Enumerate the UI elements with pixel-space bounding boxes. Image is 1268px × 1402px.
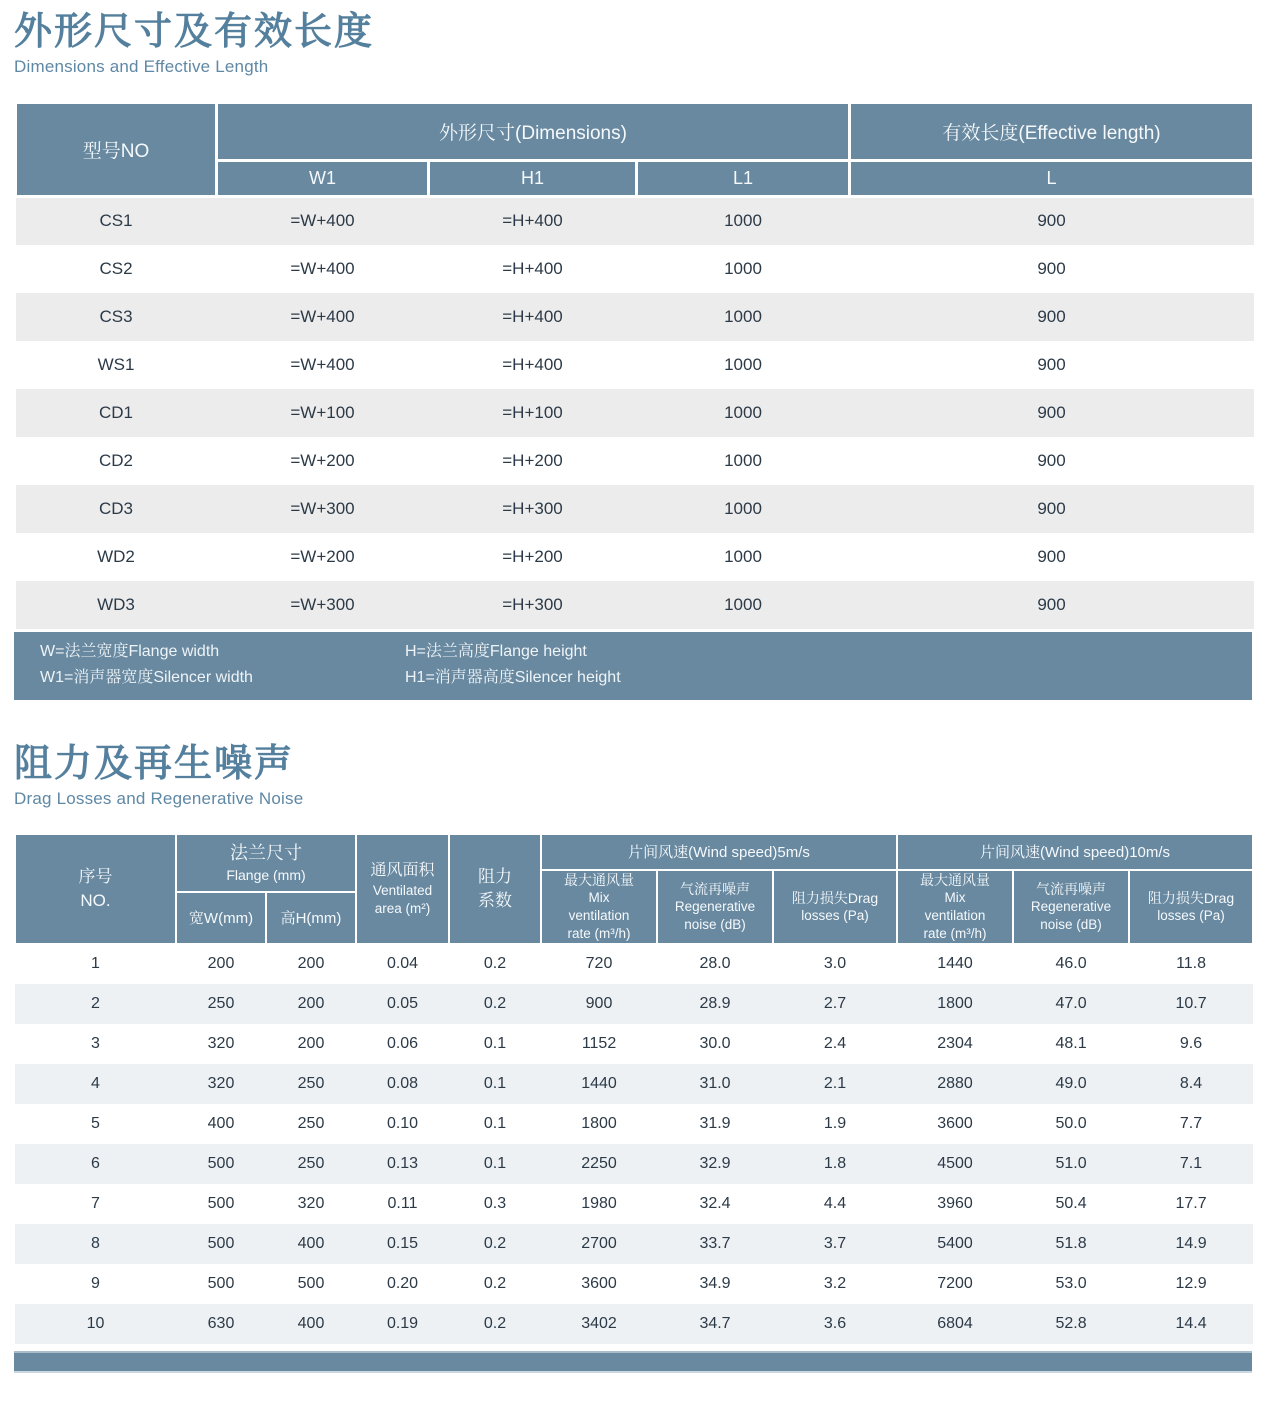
mix5-label-cn: 最大通风量 — [564, 871, 635, 888]
area-cell: 0.11 — [387, 1194, 418, 1212]
width-cell: 500 — [207, 1274, 235, 1292]
h1-cell: =H+400 — [502, 258, 563, 278]
table-row — [16, 245, 1254, 293]
table-row — [15, 944, 1253, 984]
table-row — [16, 341, 1254, 389]
height-cell: 200 — [297, 994, 325, 1012]
mix-rate-10ms-cell: 4500 — [937, 1154, 973, 1172]
height-cell: 250 — [297, 1114, 325, 1132]
width-cell: 500 — [207, 1234, 235, 1252]
regen-noise-10ms-cell: 48.1 — [1055, 1034, 1087, 1052]
table-row — [15, 1144, 1253, 1184]
table-row — [15, 1104, 1253, 1144]
width-cell: 500 — [207, 1154, 235, 1172]
mix-rate-5ms-cell: 1152 — [581, 1034, 617, 1052]
drag-losses-10ms-cell: 14.9 — [1175, 1234, 1207, 1252]
w1-cell: =W+400 — [290, 211, 355, 231]
flange-label-cn: 法兰尺寸 — [230, 842, 302, 863]
coefficient-cell: 0.2 — [483, 1314, 507, 1332]
w1-cell: =W+200 — [290, 450, 355, 470]
mix-rate-10ms-cell: 1800 — [937, 994, 973, 1012]
mix-rate-10ms-cell: 3960 — [937, 1194, 973, 1212]
noise10-label-cn: 气流再噪声 — [1036, 880, 1107, 897]
drag5-label-cn: 阻力损失Drag — [791, 889, 879, 906]
coefficient-cell: 0.2 — [483, 1274, 507, 1292]
drag-losses-5ms-cell: 2.4 — [823, 1034, 847, 1052]
regen-noise-10ms-cell: 47.0 — [1055, 994, 1087, 1012]
h1-cell: =H+400 — [502, 306, 563, 326]
mix-rate-5ms-cell: 1980 — [581, 1194, 617, 1212]
legend-bar — [14, 632, 1252, 700]
width-cell: 630 — [207, 1314, 235, 1332]
regen-noise-5ms-cell: 33.7 — [699, 1234, 731, 1252]
width-cell: 320 — [207, 1034, 235, 1052]
legend-flange-height: H=法兰高度Flange height — [405, 642, 587, 660]
regen-noise-5ms-cell: 34.7 — [699, 1314, 731, 1332]
model-cell: CS2 — [99, 258, 133, 278]
col-header-drag-coefficient — [449, 834, 541, 944]
mix-rate-5ms-cell: 1440 — [581, 1074, 617, 1092]
l1-cell: 1000 — [724, 211, 762, 231]
w1-cell: =W+400 — [290, 354, 355, 374]
h1-cell: =H+200 — [502, 450, 563, 470]
legend-line-2 — [40, 665, 1252, 691]
drag-coeff-label-line2: 系数 — [478, 890, 513, 910]
no-cell: 6 — [91, 1154, 100, 1172]
table-row — [16, 293, 1254, 341]
area-cell: 0.20 — [386, 1274, 419, 1292]
legend-silencer-width: W1=消声器宽度Silencer width — [40, 668, 253, 686]
drag-losses-5ms-cell: 2.7 — [823, 994, 847, 1012]
h1-cell: =H+400 — [502, 211, 563, 231]
width-cell: 250 — [207, 994, 235, 1012]
l-cell: 900 — [1037, 211, 1066, 231]
regen-noise-10ms-cell: 50.4 — [1055, 1194, 1087, 1212]
mix-rate-10ms-cell: 2880 — [937, 1074, 973, 1092]
mix-rate-5ms-cell: 720 — [585, 955, 613, 972]
drag-losses-10ms-cell: 11.8 — [1176, 955, 1207, 972]
col-header-vent-area — [356, 834, 449, 944]
col-header-regen-noise-5ms — [657, 870, 773, 944]
mix-rate-10ms-cell: 1440 — [937, 955, 973, 972]
model-cell: CD1 — [98, 402, 133, 422]
col-header-flange-height: 高H(mm) — [266, 892, 356, 944]
noise5-label-en1: Regenerative — [674, 898, 756, 914]
height-cell: 200 — [297, 955, 325, 972]
no-cell: 7 — [91, 1194, 100, 1212]
drag10-label-cn: 阻力损失Drag — [1147, 889, 1235, 906]
height-cell: 200 — [297, 1034, 325, 1052]
l-cell: 900 — [1037, 258, 1066, 278]
regen-noise-5ms-cell: 30.0 — [699, 1034, 731, 1052]
model-cell: CD3 — [98, 498, 133, 518]
table-row — [15, 1264, 1253, 1304]
model-cell: CS3 — [99, 306, 133, 326]
h1-cell: =H+100 — [502, 402, 563, 422]
coefficient-cell: 0.2 — [483, 1234, 507, 1252]
w1-cell: =W+100 — [290, 402, 355, 422]
drag-losses-10ms-cell: 10.7 — [1175, 994, 1207, 1012]
mix-rate-5ms-cell: 3402 — [581, 1314, 617, 1332]
col-header-no — [15, 834, 176, 944]
col-header-h1: H1 — [429, 161, 637, 197]
regen-noise-10ms-cell: 46.0 — [1055, 955, 1087, 972]
no-cell: 2 — [91, 994, 100, 1012]
vent-area-label-en2: area (m²) — [374, 900, 431, 916]
col-group-wind-speed-10ms: 片间风速(Wind speed)10m/s — [897, 834, 1253, 870]
dimensions-table — [14, 101, 1255, 629]
w1-cell: =W+300 — [290, 498, 355, 518]
table-row — [15, 1024, 1253, 1064]
mix10-label-en1: Mix — [944, 889, 966, 905]
table-row — [16, 485, 1254, 533]
regen-noise-5ms-cell: 32.9 — [699, 1154, 731, 1172]
l1-cell: 1000 — [724, 306, 762, 326]
no-cell: 8 — [91, 1234, 100, 1252]
drag-losses-10ms-cell: 8.4 — [1179, 1074, 1203, 1092]
height-cell: 250 — [297, 1154, 325, 1172]
area-cell: 0.15 — [386, 1234, 419, 1252]
section-drag-noise — [14, 740, 1252, 1373]
regen-noise-5ms-cell: 31.0 — [699, 1074, 731, 1092]
vent-area-label-en1: Ventilated — [372, 882, 433, 898]
l-cell: 900 — [1037, 354, 1066, 374]
mix-rate-5ms-cell: 1800 — [581, 1114, 617, 1132]
l1-cell: 1000 — [724, 450, 762, 470]
l-cell: 900 — [1037, 546, 1066, 566]
area-cell: 0.13 — [386, 1154, 419, 1172]
mix5-label-en2: ventilation — [568, 907, 630, 923]
area-cell: 0.10 — [386, 1114, 419, 1132]
section1-subtitle: Dimensions and Effective Length — [14, 57, 269, 76]
coefficient-cell: 0.3 — [483, 1194, 507, 1212]
legend-flange-width: W=法兰宽度Flange width — [40, 642, 220, 660]
l-cell: 900 — [1037, 450, 1066, 470]
col-header-mix-rate-5ms — [541, 870, 657, 944]
table-row — [16, 581, 1254, 629]
regen-noise-5ms-cell: 28.0 — [699, 955, 731, 972]
area-cell: 0.05 — [386, 994, 419, 1012]
drag-losses-5ms-cell: 4.4 — [823, 1194, 847, 1212]
table-row — [15, 1064, 1253, 1104]
drag10-label-en: losses (Pa) — [1157, 907, 1225, 923]
l-cell: 900 — [1037, 402, 1066, 422]
width-cell: 500 — [207, 1194, 235, 1212]
l1-cell: 1000 — [724, 594, 762, 614]
noise10-label-en1: Regenerative — [1030, 898, 1112, 914]
l1-cell: 1000 — [724, 402, 762, 422]
model-cell: CD2 — [98, 450, 133, 470]
vent-area-label-cn: 通风面积 — [370, 861, 435, 879]
area-cell: 0.06 — [386, 1034, 419, 1052]
mix5-label-en1: Mix — [588, 889, 610, 905]
col-header-l: L — [850, 161, 1254, 197]
no-label-cn: 序号 — [78, 866, 113, 886]
drag-losses-5ms-cell: 1.9 — [823, 1114, 847, 1132]
model-cell: CS1 — [99, 211, 133, 231]
l-cell: 900 — [1037, 498, 1066, 518]
table-row — [16, 533, 1254, 581]
dimensions-table-body — [16, 197, 1254, 629]
h1-cell: =H+400 — [502, 354, 563, 374]
regen-noise-5ms-cell: 28.9 — [699, 994, 731, 1012]
width-cell: 200 — [207, 955, 235, 972]
l1-cell: 1000 — [724, 546, 762, 566]
col-header-drag-losses-10ms — [1129, 870, 1253, 944]
col-group-flange — [176, 834, 356, 892]
height-cell: 400 — [297, 1314, 325, 1332]
width-cell: 400 — [207, 1114, 235, 1132]
w1-cell: =W+300 — [290, 594, 355, 614]
table-row — [16, 437, 1254, 485]
h1-cell: =H+200 — [502, 546, 563, 566]
height-cell: 400 — [297, 1234, 325, 1252]
section1-title: 外形尺寸及有效长度 — [14, 11, 375, 53]
no-cell: 4 — [91, 1074, 100, 1092]
section2-title: 阻力及再生噪声 — [14, 742, 295, 785]
coefficient-cell: 0.1 — [483, 1154, 507, 1172]
no-label-en: NO. — [80, 890, 111, 910]
regen-noise-10ms-cell: 49.0 — [1055, 1074, 1087, 1092]
l-cell: 900 — [1037, 594, 1066, 614]
h1-cell: =H+300 — [502, 594, 563, 614]
drag-losses-10ms-cell: 7.7 — [1179, 1114, 1203, 1132]
drag-losses-10ms-cell: 14.4 — [1175, 1314, 1207, 1332]
drag-losses-10ms-cell: 12.9 — [1175, 1274, 1207, 1292]
drag-noise-table — [14, 833, 1254, 1344]
drag-losses-5ms-cell: 2.1 — [823, 1074, 847, 1092]
mix10-label-en2: ventilation — [924, 907, 986, 923]
mix-rate-5ms-cell: 3600 — [581, 1274, 617, 1292]
drag-losses-5ms-cell: 1.8 — [823, 1154, 847, 1172]
w1-cell: =W+400 — [290, 258, 355, 278]
no-cell: 10 — [86, 1314, 105, 1332]
coefficient-cell: 0.1 — [483, 1114, 507, 1132]
col-header-flange-width: 宽W(mm) — [176, 892, 266, 944]
height-cell: 250 — [297, 1074, 325, 1092]
drag-losses-10ms-cell: 7.1 — [1179, 1154, 1203, 1172]
legend-silencer-height: H1=消声器高度Silencer height — [405, 668, 621, 686]
col-header-model: 型号NO — [16, 103, 217, 197]
bottom-bar — [14, 1351, 1252, 1373]
table-row — [15, 1184, 1253, 1224]
col-header-regen-noise-10ms — [1013, 870, 1129, 944]
col-header-drag-losses-5ms — [773, 870, 897, 944]
height-cell: 320 — [297, 1194, 325, 1212]
regen-noise-10ms-cell: 51.0 — [1055, 1154, 1087, 1172]
drag-losses-10ms-cell: 17.7 — [1175, 1194, 1207, 1212]
mix-rate-5ms-cell: 900 — [585, 994, 613, 1012]
area-cell: 0.04 — [386, 955, 419, 972]
drag-coeff-label-line1: 阻力 — [478, 866, 513, 886]
l1-cell: 1000 — [724, 258, 762, 278]
noise5-label-en2: noise (dB) — [684, 916, 746, 932]
no-cell: 1 — [91, 955, 100, 972]
mix10-label-cn: 最大通风量 — [920, 871, 991, 888]
model-cell: WD3 — [97, 594, 135, 614]
model-cell: WD2 — [97, 546, 135, 566]
area-cell: 0.19 — [386, 1314, 419, 1332]
noise5-label-cn: 气流再噪声 — [680, 880, 751, 897]
mix-rate-10ms-cell: 5400 — [937, 1234, 973, 1252]
regen-noise-10ms-cell: 52.8 — [1055, 1314, 1087, 1332]
drag-losses-5ms-cell: 3.2 — [823, 1274, 847, 1292]
table-row — [16, 197, 1254, 245]
col-group-wind-speed-5ms: 片间风速(Wind speed)5m/s — [541, 834, 897, 870]
section2-subtitle: Drag Losses and Regenerative Noise — [14, 788, 304, 808]
col-header-w1: W1 — [217, 161, 429, 197]
mix-rate-5ms-cell: 2700 — [581, 1234, 617, 1252]
width-cell: 320 — [207, 1074, 235, 1092]
table-row — [15, 984, 1253, 1024]
legend-line-1 — [40, 639, 1252, 665]
coefficient-cell: 0.1 — [483, 1074, 507, 1092]
col-group-effective-length: 有效长度(Effective length) — [850, 103, 1254, 161]
regen-noise-10ms-cell: 53.0 — [1055, 1274, 1087, 1292]
drag-losses-5ms-cell: 3.0 — [823, 955, 847, 972]
regen-noise-10ms-cell: 51.8 — [1055, 1234, 1087, 1252]
l1-cell: 1000 — [724, 354, 762, 374]
drag-noise-table-body — [15, 944, 1253, 1344]
coefficient-cell: 0.2 — [483, 994, 507, 1012]
mix10-label-en3: rate (m³/h) — [923, 925, 987, 941]
mix-rate-10ms-cell: 2304 — [937, 1034, 973, 1052]
no-cell: 5 — [91, 1114, 100, 1132]
table-row — [16, 389, 1254, 437]
table-row — [15, 1304, 1253, 1344]
col-header-mix-rate-10ms — [897, 870, 1013, 944]
mix-rate-10ms-cell: 6804 — [937, 1314, 973, 1332]
mix-rate-5ms-cell: 2250 — [581, 1154, 617, 1172]
col-header-l1: L1 — [637, 161, 850, 197]
coefficient-cell: 0.2 — [483, 955, 507, 972]
mix-rate-10ms-cell: 3600 — [937, 1114, 973, 1132]
regen-noise-5ms-cell: 31.9 — [699, 1114, 731, 1132]
l-cell: 900 — [1037, 306, 1066, 326]
coefficient-cell: 0.1 — [483, 1034, 507, 1052]
section-dimensions — [14, 8, 1252, 700]
no-cell: 9 — [91, 1274, 100, 1292]
regen-noise-5ms-cell: 34.9 — [699, 1274, 731, 1292]
noise10-label-en2: noise (dB) — [1040, 916, 1102, 932]
mix-rate-10ms-cell: 7200 — [937, 1274, 973, 1292]
table-row — [15, 1224, 1253, 1264]
w1-cell: =W+200 — [290, 546, 355, 566]
height-cell: 500 — [297, 1274, 325, 1292]
no-cell: 3 — [91, 1034, 100, 1052]
mix5-label-en3: rate (m³/h) — [567, 925, 631, 941]
regen-noise-10ms-cell: 50.0 — [1055, 1114, 1087, 1132]
drag-losses-10ms-cell: 9.6 — [1179, 1034, 1203, 1052]
drag-losses-5ms-cell: 3.7 — [823, 1234, 847, 1252]
regen-noise-5ms-cell: 32.4 — [699, 1194, 731, 1212]
flange-label-en: Flange (mm) — [226, 866, 306, 883]
drag5-label-en: losses (Pa) — [801, 907, 869, 923]
drag-losses-5ms-cell: 3.6 — [823, 1314, 847, 1332]
w1-cell: =W+400 — [290, 306, 355, 326]
area-cell: 0.08 — [386, 1074, 419, 1092]
l1-cell: 1000 — [724, 498, 762, 518]
h1-cell: =H+300 — [502, 498, 563, 518]
model-cell: WS1 — [97, 354, 135, 374]
col-group-dimensions: 外形尺寸(Dimensions) — [217, 103, 850, 161]
